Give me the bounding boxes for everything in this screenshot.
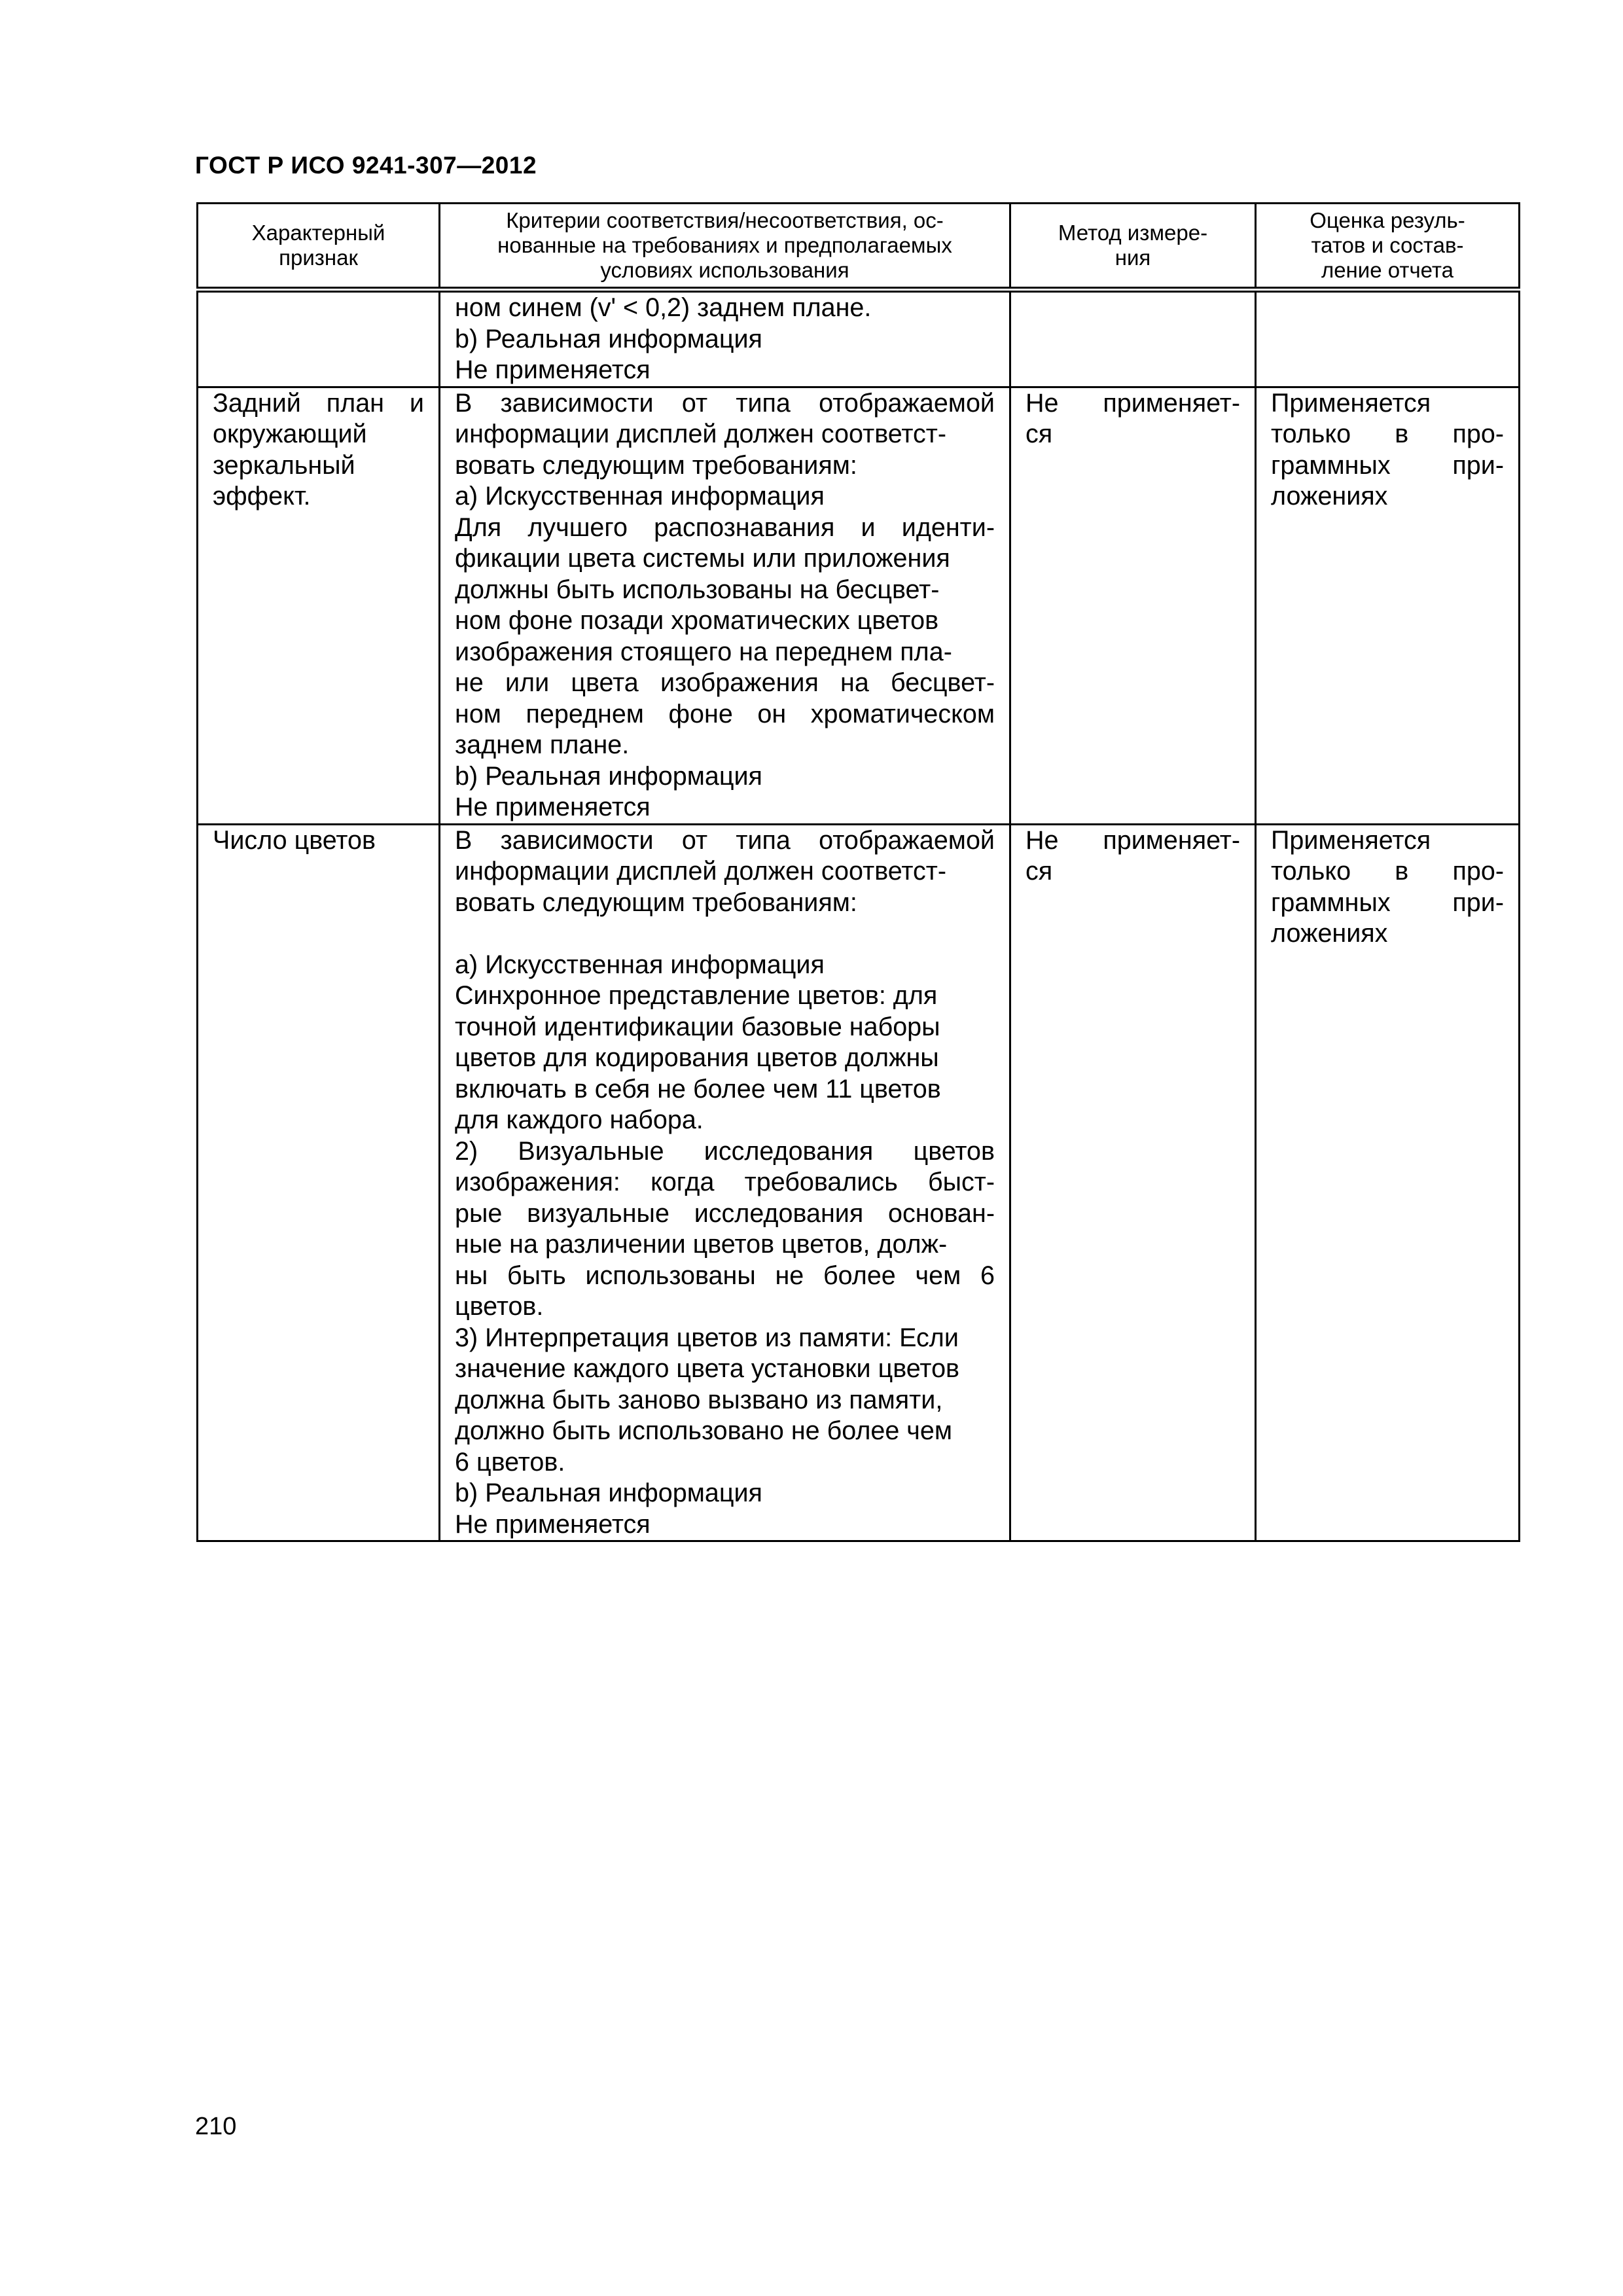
table-row: [198, 824, 1520, 1541]
cell-text-line: b) Реальная информация: [455, 324, 762, 353]
cell-text-line: не или цвета изображения на бесцвет-: [455, 668, 995, 697]
cell-text-line: должно быть использовано не более чем: [455, 1416, 953, 1445]
cell-text-line: b) Реальная информация: [455, 761, 762, 791]
table-row: [198, 290, 1520, 387]
column-header-line: Метод измере-: [1058, 221, 1208, 245]
cell-text-line: фикации цвета системы или приложения: [455, 544, 950, 573]
cell-text-line: Синхронное представление цветов: для: [455, 981, 938, 1010]
cell-text-line: В зависимости от типа отображаемой: [455, 388, 995, 418]
cell-text-line: В зависимости от типа отображаемой: [455, 825, 995, 855]
cell-text-line: эффект.: [213, 482, 311, 511]
cell-text-line: ся: [1026, 420, 1053, 448]
cell-text-line: зеркальный: [213, 450, 355, 480]
table-cell-method: [1010, 290, 1256, 387]
cell-text-line: Применяется: [1271, 825, 1431, 855]
cell-text-line: изображения стоящего на переднем пла-: [455, 637, 952, 666]
cell-text-line: изображения: когда требовались быст-: [455, 1168, 995, 1196]
cell-text-line: а) Искусственная информация: [455, 950, 825, 979]
cell-text-line: точной идентификации базовые наборы: [455, 1012, 940, 1041]
column-header-line: Критерии соответствия/несоответствия, ос-: [506, 208, 944, 232]
cell-text-line: Число цветов: [213, 825, 376, 855]
table-cell-feature: [198, 387, 440, 824]
cell-text-line: информации дисплей должен соответст-: [455, 857, 947, 886]
cell-text-line: для каждого набора.: [455, 1105, 704, 1134]
cell-text-line: ся: [1026, 857, 1053, 886]
column-header-feature: [198, 204, 440, 290]
cell-text-line: только в про-: [1271, 857, 1504, 886]
cell-text-line: ложениях: [1271, 482, 1388, 511]
cell-text-line: цветов для кодирования цветов должны: [455, 1043, 939, 1072]
column-header-line: Оценка резуль-: [1310, 208, 1465, 232]
column-header-report: [1256, 204, 1520, 290]
table-cell-criteria: [440, 290, 1010, 387]
table-cell-feature: [198, 824, 440, 1541]
cell-text-line: ны быть использованы не более чем 6: [455, 1261, 995, 1290]
cell-text-line: ные на различении цветов цветов, долж-: [455, 1230, 948, 1259]
cell-text-line: а) Искусственная информация: [455, 482, 825, 511]
cell-text-line: Не применяет-: [1026, 388, 1240, 418]
cell-text-line: Для лучшего распознавания и иденти-: [455, 512, 995, 542]
table-cell-report: [1256, 824, 1520, 1541]
cell-text-line: вовать следующим требованиям:: [455, 450, 857, 480]
cell-text-line: Не применяется: [455, 793, 651, 821]
cell-text-line: Применяется: [1271, 388, 1431, 418]
cell-text-line: включать в себя не более чем 11 цветов: [455, 1074, 941, 1103]
cell-text-line: граммных при-: [1271, 888, 1504, 917]
column-header-line: Характерный: [251, 221, 385, 245]
cell-text-line: 3) Интерпретация цветов из памяти: Если: [455, 1323, 959, 1352]
cell-text-line: Не применяется: [455, 1509, 651, 1539]
table-cell-criteria: [440, 824, 1010, 1541]
column-header-line: ление отчета: [1321, 258, 1454, 282]
cell-text-line: должны быть использованы на бесцвет-: [455, 575, 940, 604]
cell-text-line: Не применяет-: [1026, 825, 1240, 855]
cell-text-line: b) Реальная информация: [455, 1479, 762, 1507]
cell-text-line: 2) Визуальные исследования цветов: [455, 1136, 995, 1166]
cell-text-line: Задний план и: [213, 388, 424, 418]
cell-text-line: заднем плане.: [455, 730, 630, 759]
cell-text-line: 6 цветов.: [455, 1447, 565, 1477]
cell-text-line: значение каждого цвета установки цветов: [455, 1354, 960, 1383]
table-cell-criteria: [440, 387, 1010, 824]
table-cell-report: [1256, 290, 1520, 387]
table-header-row: [198, 204, 1520, 290]
cell-text-line: рые визуальные исследования основан-: [455, 1198, 995, 1228]
cell-text-line: ном фоне позади хроматических цветов: [455, 606, 939, 635]
table-cell-report: [1256, 387, 1520, 824]
column-header-line: признак: [279, 245, 358, 270]
cell-text-line: вовать следующим требованиям:: [455, 888, 857, 917]
column-header-line: татов и состав-: [1311, 233, 1464, 257]
page-number: 210: [195, 2113, 237, 2140]
cell-text-line: [455, 918, 995, 950]
column-header-criteria: [440, 204, 1010, 290]
column-header-line: ния: [1115, 245, 1151, 270]
requirements-table: [196, 202, 1520, 1542]
column-header-line: нованные на требованиях и предполагаемых: [497, 233, 952, 257]
cell-text-line: окружающий: [213, 420, 367, 448]
table-row: [198, 387, 1520, 824]
cell-text-line: ном переднем фоне он хроматическом: [455, 699, 995, 728]
cell-text-line: только в про-: [1271, 420, 1504, 448]
table-cell-method: [1010, 824, 1256, 1541]
cell-text-line: цветов.: [455, 1292, 544, 1321]
column-header-line: условиях использования: [600, 258, 849, 282]
cell-text-line: информации дисплей должен соответст-: [455, 420, 947, 448]
cell-text-line: Не применяется: [455, 355, 651, 384]
table-cell-feature: [198, 290, 440, 387]
document-header: ГОСТ Р ИСО 9241-307—2012: [195, 152, 537, 179]
cell-text-line: граммных при-: [1271, 450, 1504, 480]
table-cell-method: [1010, 387, 1256, 824]
cell-text-line: должна быть заново вызвано из памяти,: [455, 1385, 943, 1414]
cell-text-line: ложениях: [1271, 919, 1388, 948]
column-header-method: [1010, 204, 1256, 290]
cell-text-line: ном синем (v' < 0,2) заднем плане.: [455, 293, 872, 322]
